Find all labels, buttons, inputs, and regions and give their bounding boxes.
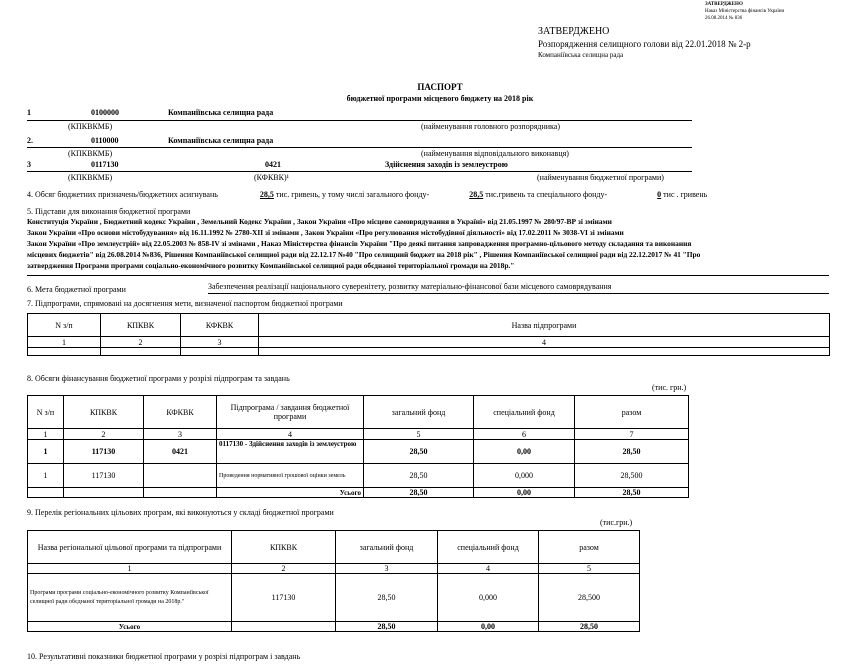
s9-row-name: Програми програми соціально-економічного розвитку Компаніївської селищної ради обєднаної територіальної громади на 2018р." — [28, 574, 232, 622]
s8-row1-kpkvk: 117130 — [64, 440, 144, 464]
row2-name-label: (найменування відповідального виконавця) — [421, 149, 569, 158]
s8-total-general: 28,50 — [364, 488, 474, 498]
s9-total-empty — [232, 622, 336, 632]
s9-header-special: спеціальний фонд — [438, 531, 539, 564]
section9-title: 9. Перелік регіональних цільових програм, які виконуються у складі бюджетної програми — [27, 508, 334, 517]
row3-number: 3 — [27, 160, 31, 169]
s8-total-empty — [144, 488, 217, 498]
row1-name-label: (найменування головного розпорядника) — [421, 122, 560, 131]
s8-header-kfkvk: КФКВК — [144, 396, 217, 429]
section4-text3: тис.гривень та спеціального фонду- — [483, 190, 608, 199]
s9-header-kpkvk: КПКВК — [232, 531, 336, 564]
s8-row1-special: 0,00 — [474, 440, 575, 464]
section6-text: Забезпечення реалізації національного суверенітету, розвитку матеріально-фінансової бази місцевого самоврядування — [208, 282, 612, 291]
s8-row1-name: 0117130 - Здійснення заходів із землеустрою — [217, 440, 364, 464]
approval-org: Компаніївська селищна рада — [538, 51, 624, 59]
s7-num-1: 1 — [28, 337, 101, 348]
table-row — [28, 464, 689, 488]
row3-name: Здійснення заходів із землеустрою — [385, 160, 508, 169]
s8-row2-name: Проведення нормативної грошової оцінки земель — [217, 464, 364, 488]
s8-total-total: 28,50 — [575, 488, 689, 498]
s7-num-2: 2 — [101, 337, 181, 348]
section5-line5: затвердження Програми програми соціально-економічного розвитку Компаніївської селищної ради обєднаної територіальної громади на 2018р." — [27, 261, 515, 270]
row3-kfkvk-label: (КФКВК)¹ — [254, 173, 290, 182]
row2-underline — [27, 147, 692, 148]
s8-header-general: загальний фонд — [364, 396, 474, 429]
top-stamp-order: Наказ Міністерства фінансів України — [705, 9, 785, 14]
row1-code-label: (КПКВКМБ) — [68, 122, 113, 131]
approval-order: Розпорядження селищного голови від 22.01.2018 № 2-р — [538, 39, 751, 49]
row1-code: 0100000 — [91, 108, 119, 117]
s9-row-special: 0,000 — [438, 574, 539, 622]
s8-row2-general: 28,50 — [364, 464, 474, 488]
s7-empty-cell — [101, 348, 181, 356]
s8-total-special: 0,00 — [474, 488, 575, 498]
s7-empty-cell — [259, 348, 830, 356]
s8-total-empty — [64, 488, 144, 498]
s9-row-total: 28,500 — [539, 574, 640, 622]
s8-row2-total: 28,500 — [575, 464, 689, 488]
approval-title: ЗАТВЕРДЖЕНО — [538, 26, 610, 37]
s9-header-total: разом — [539, 531, 640, 564]
s8-num-6: 6 — [474, 429, 575, 440]
s7-header-kfkvk: КФКВК — [181, 314, 259, 337]
row2-code-label: (КПКВКМБ) — [68, 149, 113, 158]
s8-row2-kfkvk — [144, 464, 217, 488]
s8-header-kpkvk: КПКВК — [64, 396, 144, 429]
s7-empty-cell — [181, 348, 259, 356]
s8-row2-special: 0,000 — [474, 464, 575, 488]
s8-num-5: 5 — [364, 429, 474, 440]
s7-num-3: 3 — [181, 337, 259, 348]
section5-line2: Закон України «Про основи містобудування» від 16.11.1992 № 2780-ХІІ зі змінами , Закон України «Про регулювання містобудівної діяльності» від 17.02.2011 № 3038-VI зі змінами — [27, 228, 624, 237]
s8-row1-kfkvk: 0421 — [144, 440, 217, 464]
top-stamp-title: ЗАТВЕРДЖЕНО — [705, 2, 743, 7]
row1-name: Компаніївська селищна рада — [168, 108, 274, 117]
s8-header-task: Підпрограма / завдання бюджетної програми — [217, 396, 364, 429]
section7-title: 7. Підпрограми, спрямовані на досягнення мети, визначеної паспортом бюджетної програми — [27, 299, 343, 308]
row3-code: 0117130 — [91, 160, 119, 169]
row1-underline — [27, 120, 692, 121]
s8-num-2: 2 — [64, 429, 144, 440]
row3-name-label: (найменування бюджетної програми) — [537, 173, 664, 182]
section4-special: 0 — [657, 190, 662, 199]
section6-title: 6. Мета бюджетної програми — [27, 285, 126, 294]
passport-title: ПАСПОРТ — [417, 82, 463, 92]
section4-general: 28,5 — [469, 190, 484, 199]
s8-total-empty — [28, 488, 64, 498]
s8-total-label: Усього — [217, 488, 364, 498]
s8-num-3: 3 — [144, 429, 217, 440]
s8-row2-kpkvk: 117130 — [64, 464, 144, 488]
s9-total-label: Усього — [28, 622, 232, 632]
row2-name: Компаніївська селищна рада — [168, 136, 274, 145]
section5-line4: місцевих бюджетів" від 26.08.2014 №836, Рішення Компаніївської селищної ради від 22.12.17 №40 "Про селищний бюджет на 2018 рік" , Рішення Компаніївської селищної ради від 22.12.2017 № 41 "Про — [27, 250, 701, 259]
section6-underline — [208, 293, 829, 294]
s9-num-3: 3 — [336, 564, 438, 574]
s9-row-general: 28,50 — [336, 574, 438, 622]
s7-num-4: 4 — [259, 337, 830, 348]
section5-underline — [27, 275, 829, 276]
s8-row1-general: 28,50 — [364, 440, 474, 464]
section5-line1: Конституція України , Бюджетний кодекс України , Земельний Кодекс України , Закон України «Про місцеве самоврядування в Україні» від 21.05.1997 № 280/97-ВР зі змінами — [27, 217, 612, 226]
s9-header-general: загальний фонд — [336, 531, 438, 564]
s9-num-4: 4 — [438, 564, 539, 574]
table-row — [28, 574, 640, 622]
s8-row2-n: 1 — [28, 464, 64, 488]
s7-empty-cell — [28, 348, 101, 356]
top-stamp-date: 26.08.2014 № 836 — [705, 16, 743, 21]
section4-text4: тис . гривень — [661, 190, 708, 199]
s7-header-n: N з/п — [28, 314, 101, 337]
s9-total-total: 28,50 — [539, 622, 640, 632]
table-row — [28, 622, 640, 632]
section5-title: 5. Підстави для виконання бюджетної програми — [27, 207, 191, 216]
row3-underline — [27, 171, 692, 172]
table-row — [28, 440, 689, 464]
section9-table — [27, 530, 640, 632]
s9-total-general: 28,50 — [336, 622, 438, 632]
s9-num-5: 5 — [539, 564, 640, 574]
s9-header-name: Назва регіональної цільової програми та підпрограми — [28, 531, 232, 564]
s9-row-kpkvk: 117130 — [232, 574, 336, 622]
s8-header-n: N з/п — [28, 396, 64, 429]
s8-row1-n: 1 — [28, 440, 64, 464]
s8-header-special: спеціальний фонд — [474, 396, 575, 429]
row3-kfkvk: 0421 — [265, 160, 281, 169]
s8-row1-total: 28,50 — [575, 440, 689, 464]
s9-num-2: 2 — [232, 564, 336, 574]
s8-header-total: разом — [575, 396, 689, 429]
table-row — [28, 488, 689, 498]
row1-number: 1 — [27, 108, 31, 117]
row2-code: 0110000 — [91, 136, 119, 145]
section7-table — [27, 313, 830, 356]
section8-table — [27, 395, 689, 498]
s8-num-1: 1 — [28, 429, 64, 440]
section8-title: 8. Обсяги фінансування бюджетної програми у розрізі підпрограм та завдань — [27, 374, 290, 383]
section9-unit: (тис.грн.) — [600, 518, 633, 527]
s9-total-special: 0,00 — [438, 622, 539, 632]
s7-header-kpkvk: КПКВК — [101, 314, 181, 337]
s9-num-1: 1 — [28, 564, 232, 574]
row2-number: 2. — [27, 136, 33, 145]
passport-subtitle: бюджетної програми місцевого бюджету на 2018 рік — [346, 94, 534, 103]
s8-num-7: 7 — [575, 429, 689, 440]
section4-text2: тис. гривень, у тому числі загального фонду- — [273, 190, 430, 199]
section8-unit: (тис. грн.) — [652, 383, 687, 392]
section4-total: 28,5 — [259, 190, 274, 199]
section4-line — [27, 190, 707, 199]
section5-line3: Закон України «Про землеустрій» від 22.05.2003 № 858-IV зі змінами , Наказ Міністерства фінансів України "Про деякі питання запровадження програмно-цільового методу складання та виконання — [27, 239, 692, 248]
row3-code-label: (КПКВКМБ) — [68, 173, 113, 182]
s8-num-4: 4 — [217, 429, 364, 440]
section10-title: 10. Результативні показники бюджетної програми у розрізі підпрограм і завдань — [27, 652, 301, 661]
s7-header-name: Назва підпрограми — [259, 314, 830, 337]
section4-text1: 4. Обсяг бюджетних призначень/бюджетних асигнувань — [27, 190, 218, 199]
